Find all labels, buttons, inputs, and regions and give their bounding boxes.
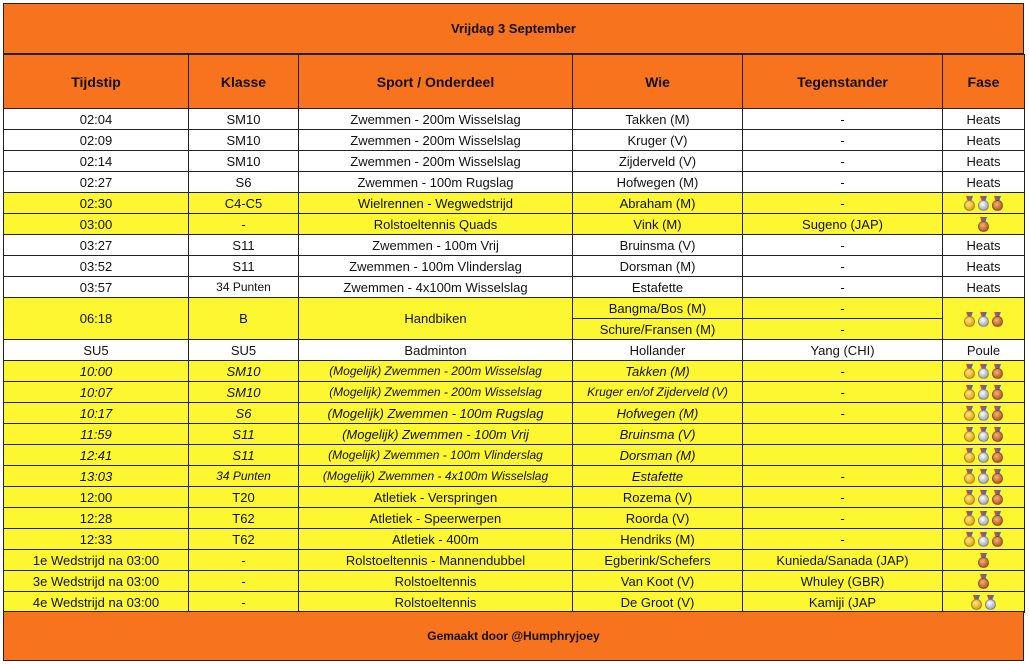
medal-group	[964, 385, 1003, 400]
cell-klasse: -	[189, 550, 299, 571]
cell-tijdstip: 12:33	[4, 529, 189, 550]
table-row	[4, 130, 1025, 151]
cell-wie: Kruger en/of Zijderveld (V)	[573, 382, 743, 403]
cell-klasse: C4-C5	[189, 193, 299, 214]
cell-sport: Zwemmen - 100m Vlinderslag	[299, 256, 573, 277]
cell-tijdstip: 03:00	[4, 214, 189, 235]
cell-tijdstip: 1e Wedstrijd na 03:00	[4, 550, 189, 571]
cell-sport: Zwemmen - 100m Rugslag	[299, 172, 573, 193]
cell-klasse: S6	[189, 403, 299, 424]
cell-wie: Takken (M)	[573, 109, 743, 130]
page-title: Vrijdag 3 September	[3, 3, 1024, 54]
cell-sport: Rolstoeltennis	[299, 592, 573, 613]
bronze-medal-icon	[992, 427, 1003, 442]
cell-fase	[943, 466, 1025, 487]
cell-tegenstander: -	[743, 487, 943, 508]
table-row	[4, 592, 1025, 613]
cell-fase	[943, 550, 1025, 571]
cell-tijdstip: 4e Wedstrijd na 03:00	[4, 592, 189, 613]
silver-medal-icon	[978, 385, 989, 400]
gold-medal-icon	[964, 490, 975, 505]
table-row	[4, 361, 1025, 382]
table-row	[4, 487, 1025, 508]
cell-fase	[943, 214, 1025, 235]
medal-group	[964, 312, 1003, 327]
cell-wie: Dorsman (M)	[573, 445, 743, 466]
bronze-medal-icon	[978, 574, 989, 589]
cell-tijdstip: 12:00	[4, 487, 189, 508]
cell-tegenstander: -	[743, 361, 943, 382]
cell-wie: De Groot (V)	[573, 592, 743, 613]
cell-tegenstander: Yang (CHI)	[743, 340, 943, 361]
cell-sport: (Mogelijk) Zwemmen - 200m Wisselslag	[299, 382, 573, 403]
cell-tijdstip: 03:27	[4, 235, 189, 256]
cell-sport: (Mogelijk) Zwemmen - 200m Wisselslag	[299, 361, 573, 382]
cell-fase: Heats	[943, 172, 1025, 193]
cell-wie: Hendriks (M)	[573, 529, 743, 550]
medal-group	[964, 511, 1003, 526]
cell-fase	[943, 298, 1025, 340]
gold-medal-icon	[964, 427, 975, 442]
medal-group	[964, 532, 1003, 547]
cell-tegenstander: -	[743, 130, 943, 151]
table-row	[4, 466, 1025, 487]
cell-klasse: SM10	[189, 130, 299, 151]
header-sport: Sport / Onderdeel	[299, 55, 573, 109]
cell-fase	[943, 487, 1025, 508]
bronze-medal-icon	[992, 469, 1003, 484]
table-row	[4, 109, 1025, 130]
cell-wie: Van Koot (V)	[573, 571, 743, 592]
cell-wie: Rozema (V)	[573, 487, 743, 508]
medal-group	[964, 196, 1003, 211]
cell-klasse: S11	[189, 235, 299, 256]
table-row	[4, 424, 1025, 445]
cell-klasse: -	[189, 214, 299, 235]
cell-sport: Rolstoeltennis Quads	[299, 214, 573, 235]
cell-klasse: SM10	[189, 151, 299, 172]
cell-tijdstip: SU5	[4, 340, 189, 361]
table-row	[4, 445, 1025, 466]
cell-tijdstip: 12:28	[4, 508, 189, 529]
table-row	[4, 550, 1025, 571]
cell-tegenstander	[743, 445, 943, 466]
gold-medal-icon	[964, 406, 975, 421]
cell-klasse: T20	[189, 487, 299, 508]
cell-klasse: T62	[189, 508, 299, 529]
cell-tijdstip: 02:14	[4, 151, 189, 172]
table-row	[4, 571, 1025, 592]
silver-medal-icon	[978, 312, 989, 327]
silver-medal-icon	[978, 427, 989, 442]
cell-tijdstip: 10:00	[4, 361, 189, 382]
table-row	[4, 298, 1025, 319]
cell-tijdstip: 02:30	[4, 193, 189, 214]
cell-sport: Handbiken	[299, 298, 573, 340]
cell-klasse: T62	[189, 529, 299, 550]
cell-fase: Heats	[943, 109, 1025, 130]
gold-medal-icon	[964, 364, 975, 379]
cell-tegenstander: Kamiji (JAP	[743, 592, 943, 613]
bronze-medal-icon	[978, 217, 989, 232]
cell-klasse: -	[189, 571, 299, 592]
table-row	[4, 214, 1025, 235]
cell-tegenstander: -	[743, 319, 943, 340]
table-row	[4, 277, 1025, 298]
cell-tijdstip: 03:57	[4, 277, 189, 298]
bronze-medal-icon	[992, 364, 1003, 379]
cell-klasse: SM10	[189, 382, 299, 403]
cell-wie: Takken (M)	[573, 361, 743, 382]
medal-group	[964, 427, 1003, 442]
cell-klasse: S6	[189, 172, 299, 193]
gold-medal-icon	[964, 196, 975, 211]
silver-medal-icon	[978, 469, 989, 484]
silver-medal-icon	[978, 364, 989, 379]
cell-wie: Kruger (V)	[573, 130, 743, 151]
cell-fase	[943, 508, 1025, 529]
cell-wie: Egberink/Schefers	[573, 550, 743, 571]
table-row	[4, 172, 1025, 193]
table-row	[4, 256, 1025, 277]
cell-tegenstander: -	[743, 382, 943, 403]
header-fase: Fase	[943, 55, 1025, 109]
gold-medal-icon	[964, 312, 975, 327]
silver-medal-icon	[978, 448, 989, 463]
gold-medal-icon	[964, 511, 975, 526]
cell-tijdstip: 02:04	[4, 109, 189, 130]
cell-tegenstander: -	[743, 298, 943, 319]
table-row	[4, 235, 1025, 256]
cell-fase	[943, 424, 1025, 445]
cell-klasse: S11	[189, 256, 299, 277]
schedule-table	[3, 54, 1025, 613]
cell-fase: Heats	[943, 130, 1025, 151]
cell-klasse: SM10	[189, 361, 299, 382]
silver-medal-icon	[978, 490, 989, 505]
header-wie: Wie	[573, 55, 743, 109]
cell-tegenstander: -	[743, 151, 943, 172]
silver-medal-icon	[978, 196, 989, 211]
cell-wie: Estafette	[573, 466, 743, 487]
cell-tegenstander: -	[743, 529, 943, 550]
medal-group	[971, 595, 996, 610]
cell-sport: (Mogelijk) Zwemmen - 100m Vrij	[299, 424, 573, 445]
cell-fase	[943, 361, 1025, 382]
cell-tegenstander: -	[743, 109, 943, 130]
bronze-medal-icon	[992, 532, 1003, 547]
cell-klasse: S11	[189, 424, 299, 445]
cell-tegenstander: -	[743, 466, 943, 487]
header-tijdstip: Tijdstip	[4, 55, 189, 109]
gold-medal-icon	[971, 595, 982, 610]
silver-medal-icon	[978, 532, 989, 547]
cell-sport: Zwemmen - 4x100m Wisselslag	[299, 277, 573, 298]
table-row	[4, 151, 1025, 172]
cell-sport: Rolstoeltennis - Mannendubbel	[299, 550, 573, 571]
table-row	[4, 403, 1025, 424]
cell-sport: (Mogelijk) Zwemmen - 100m Rugslag	[299, 403, 573, 424]
cell-wie: Zijderveld (V)	[573, 151, 743, 172]
medal-group	[964, 490, 1003, 505]
cell-sport: Zwemmen - 200m Wisselslag	[299, 109, 573, 130]
medal-group	[964, 406, 1003, 421]
cell-fase	[943, 193, 1025, 214]
cell-wie: Roorda (V)	[573, 508, 743, 529]
header-tegenstander: Tegenstander	[743, 55, 943, 109]
cell-tegenstander: -	[743, 403, 943, 424]
cell-fase	[943, 529, 1025, 550]
cell-sport: Wielrennen - Wegwedstrijd	[299, 193, 573, 214]
cell-tijdstip: 13:03	[4, 466, 189, 487]
cell-tijdstip: 03:52	[4, 256, 189, 277]
cell-wie: Dorsman (M)	[573, 256, 743, 277]
cell-wie: Vink (M)	[573, 214, 743, 235]
cell-tijdstip: 10:17	[4, 403, 189, 424]
medal-group	[964, 448, 1003, 463]
bronze-medal-icon	[992, 490, 1003, 505]
table-row	[4, 529, 1025, 550]
cell-sport: Badminton	[299, 340, 573, 361]
medal-group	[978, 553, 989, 568]
silver-medal-icon	[978, 511, 989, 526]
header-klasse: Klasse	[189, 55, 299, 109]
footer-credit: Gemaakt door @Humphryjoey	[3, 611, 1024, 661]
cell-wie: Abraham (M)	[573, 193, 743, 214]
cell-tijdstip: 02:27	[4, 172, 189, 193]
cell-tijdstip: 02:09	[4, 130, 189, 151]
cell-tegenstander: -	[743, 256, 943, 277]
bronze-medal-icon	[992, 312, 1003, 327]
bronze-medal-icon	[978, 553, 989, 568]
medal-group	[964, 469, 1003, 484]
medal-group	[964, 364, 1003, 379]
cell-klasse: S11	[189, 445, 299, 466]
cell-tijdstip: 11:59	[4, 424, 189, 445]
cell-tegenstander	[743, 424, 943, 445]
cell-wie: Hofwegen (M)	[573, 403, 743, 424]
schedule-sheet	[3, 3, 1024, 643]
cell-klasse: 34 Punten	[189, 277, 299, 298]
cell-wie: Bruinsma (V)	[573, 235, 743, 256]
cell-klasse: 34 Punten	[189, 466, 299, 487]
bronze-medal-icon	[992, 406, 1003, 421]
cell-fase	[943, 403, 1025, 424]
cell-sport: Rolstoeltennis	[299, 571, 573, 592]
cell-tijdstip: 10:07	[4, 382, 189, 403]
cell-tegenstander: Whuley (GBR)	[743, 571, 943, 592]
cell-sport: Zwemmen - 200m Wisselslag	[299, 151, 573, 172]
cell-wie: Schure/Fransen (M)	[573, 319, 743, 340]
cell-fase: Heats	[943, 235, 1025, 256]
cell-wie: Hollander	[573, 340, 743, 361]
table-row	[4, 340, 1025, 361]
cell-sport: (Mogelijk) Zwemmen - 4x100m Wisselslag	[299, 466, 573, 487]
cell-sport: (Mogelijk) Zwemmen - 100m Vlinderslag	[299, 445, 573, 466]
cell-tegenstander: Kunieda/Sanada (JAP)	[743, 550, 943, 571]
cell-klasse: -	[189, 592, 299, 613]
gold-medal-icon	[964, 532, 975, 547]
header-row	[4, 55, 1025, 109]
bronze-medal-icon	[992, 448, 1003, 463]
cell-wie: Bruinsma (V)	[573, 424, 743, 445]
silver-medal-icon	[978, 406, 989, 421]
cell-wie: Estafette	[573, 277, 743, 298]
cell-tijdstip: 12:41	[4, 445, 189, 466]
bronze-medal-icon	[992, 196, 1003, 211]
cell-tijdstip: 06:18	[4, 298, 189, 340]
gold-medal-icon	[964, 469, 975, 484]
cell-fase	[943, 571, 1025, 592]
cell-sport: Zwemmen - 100m Vrij	[299, 235, 573, 256]
medal-group	[978, 217, 989, 232]
table-row	[4, 508, 1025, 529]
table-row	[4, 382, 1025, 403]
gold-medal-icon	[964, 448, 975, 463]
cell-sport: Atletiek - 400m	[299, 529, 573, 550]
bronze-medal-icon	[992, 511, 1003, 526]
cell-klasse: SM10	[189, 109, 299, 130]
cell-tegenstander: Sugeno (JAP)	[743, 214, 943, 235]
cell-fase: Poule	[943, 340, 1025, 361]
cell-sport: Atletiek - Verspringen	[299, 487, 573, 508]
cell-fase: Heats	[943, 277, 1025, 298]
cell-tegenstander: -	[743, 172, 943, 193]
schedule-body	[4, 109, 1025, 613]
cell-sport: Zwemmen - 200m Wisselslag	[299, 130, 573, 151]
cell-wie: Bangma/Bos (M)	[573, 298, 743, 319]
cell-fase	[943, 592, 1025, 613]
cell-tijdstip: 3e Wedstrijd na 03:00	[4, 571, 189, 592]
cell-fase	[943, 382, 1025, 403]
cell-fase	[943, 445, 1025, 466]
cell-klasse: SU5	[189, 340, 299, 361]
silver-medal-icon	[985, 595, 996, 610]
gold-medal-icon	[964, 385, 975, 400]
bronze-medal-icon	[992, 385, 1003, 400]
cell-wie: Hofwegen (M)	[573, 172, 743, 193]
cell-tegenstander: -	[743, 193, 943, 214]
cell-tegenstander: -	[743, 508, 943, 529]
cell-sport: Atletiek - Speerwerpen	[299, 508, 573, 529]
cell-tegenstander: -	[743, 235, 943, 256]
medal-group	[978, 574, 989, 589]
cell-fase: Heats	[943, 256, 1025, 277]
cell-fase: Heats	[943, 151, 1025, 172]
table-row	[4, 193, 1025, 214]
cell-tegenstander: -	[743, 277, 943, 298]
cell-klasse: B	[189, 298, 299, 340]
